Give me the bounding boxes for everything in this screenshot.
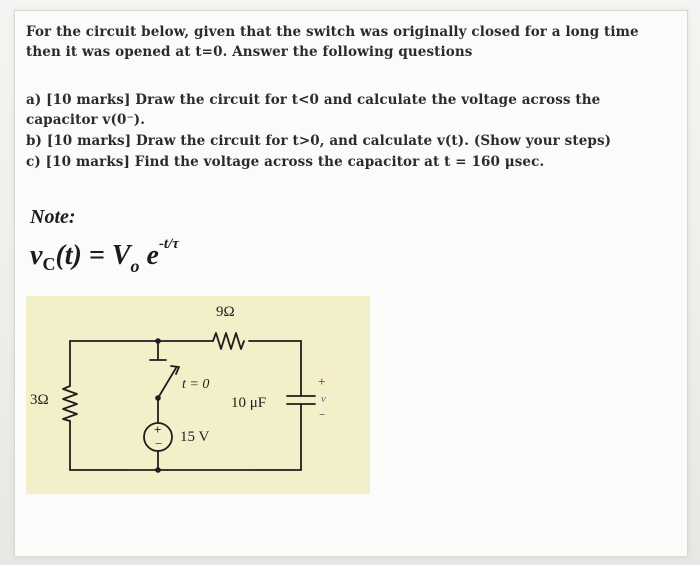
junction-top — [155, 338, 161, 344]
eq-rest: (t) = V — [55, 240, 131, 271]
resistor-3ohm-symbol — [63, 386, 77, 421]
voltage-source-label: 15 V — [180, 429, 210, 445]
note-label: Note: — [30, 206, 76, 228]
source-minus-sign: − — [155, 436, 163, 451]
eq-v: v — [30, 240, 43, 271]
capacitor-label: 10 μF — [231, 395, 267, 411]
capacitor-minus-sign: − — [319, 409, 326, 421]
junction-bottom — [155, 467, 161, 473]
eq-o-subscript: o — [130, 256, 140, 276]
resistor-9ohm-label: 9Ω — [216, 304, 235, 320]
part-b: b) [10 marks] Draw the circuit for t>0, and calculate v(t). (Show your steps) — [26, 133, 612, 149]
part-c: c) [10 marks] Find the voltage across the capacitor at t = 160 μsec. — [26, 154, 545, 170]
eq-exponent: -t/τ — [158, 236, 179, 252]
switch-time-label: t = 0 — [182, 377, 210, 392]
capacitor-voltage-symbol: v — [321, 393, 326, 405]
eq-e: e — [139, 240, 159, 271]
intro-line-2: then it was opened at t=0. Answer the following questions — [26, 44, 473, 60]
intro-line-1: For the circuit below, given that the switch was originally closed for a long time — [26, 24, 639, 40]
source-plus-sign: + — [154, 422, 162, 437]
part-a-line-2: capacitor v(0⁻). — [26, 112, 145, 128]
eq-c-subscript: C — [42, 254, 56, 274]
switch-blade — [158, 368, 176, 398]
resistor-3ohm-label: 3Ω — [30, 392, 49, 408]
part-a-line-1: a) [10 marks] Draw the circuit for t<0 and calculate the voltage across the — [26, 92, 601, 108]
capacitor-plus-sign: + — [318, 374, 326, 389]
switch-pivot — [155, 395, 161, 401]
resistor-9ohm-symbol — [213, 333, 244, 349]
